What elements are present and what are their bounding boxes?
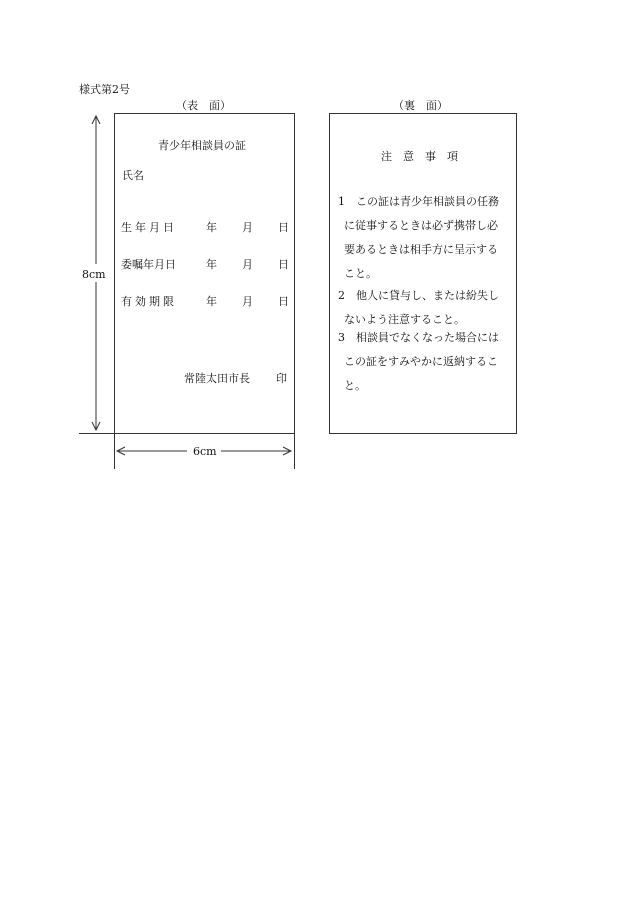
- expiry-date-label: 有効期限: [121, 295, 177, 308]
- commission-date-year: 年: [206, 258, 217, 271]
- note-1-line-1: この証は青少年相談員の任務: [356, 195, 499, 208]
- form-number: 様式第2号: [79, 83, 130, 96]
- note-3-line-1: 相談員でなくなった場合には: [356, 331, 499, 344]
- name-label: 氏名: [122, 169, 144, 182]
- birthdate-label: 生年月日: [121, 221, 177, 234]
- birthdate-year: 年: [206, 221, 217, 234]
- expiry-date-day: 日: [278, 295, 289, 308]
- note-3-line-3: と。: [344, 379, 366, 392]
- back-card-title: 注 意 事 項: [381, 150, 458, 163]
- commission-date-day: 日: [278, 258, 289, 271]
- expiry-date-year: 年: [206, 295, 217, 308]
- seal-mark: 印: [276, 372, 287, 385]
- height-label: 8cm: [82, 268, 106, 281]
- note-1-number: 1: [338, 195, 345, 208]
- expiry-date-month: 月: [242, 295, 253, 308]
- note-1-line-4: こと。: [344, 267, 377, 280]
- note-1-line-3: 要あるときは相手方に呈示する: [344, 243, 498, 256]
- note-1-line-2: に従事するときは必ず携帯し必: [344, 219, 498, 232]
- back-heading: （裏 面）: [393, 99, 448, 112]
- width-label: 6cm: [193, 445, 217, 458]
- note-2-line-2: ないよう注意すること。: [344, 313, 465, 326]
- note-3-number: 3: [338, 331, 345, 344]
- note-2-number: 2: [338, 289, 345, 302]
- front-heading: （表 面）: [176, 99, 231, 112]
- note-2-line-1: 他人に貸与し、または紛失し: [356, 289, 499, 302]
- birthdate-month: 月: [242, 221, 253, 234]
- commission-date-label: 委嘱年月日: [121, 258, 176, 271]
- issuer-name: 常陸太田市長: [184, 372, 250, 385]
- front-card-title: 青少年相談員の証: [158, 139, 246, 152]
- birthdate-day: 日: [278, 221, 289, 234]
- commission-date-month: 月: [242, 258, 253, 271]
- note-3-line-2: この証をすみやかに返納するこ: [344, 355, 498, 368]
